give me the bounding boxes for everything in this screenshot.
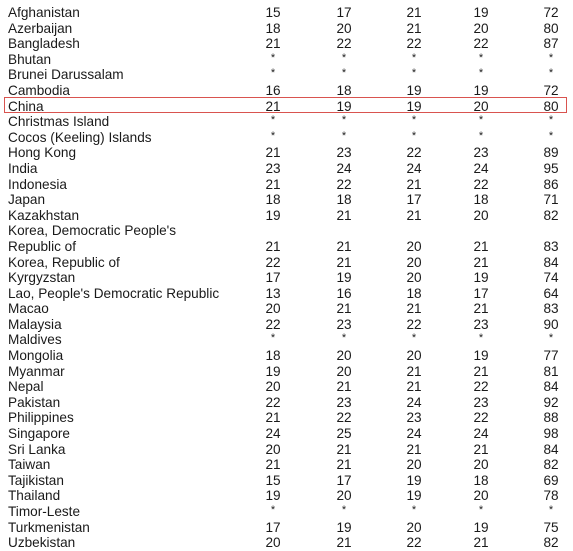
score-cell: * (548, 129, 554, 142)
table-row (0, 192, 573, 208)
score-cell: 17 (336, 5, 352, 20)
score-cell: * (478, 504, 484, 516)
score-cell: 23 (265, 160, 281, 176)
score-cell: 23 (473, 394, 489, 410)
score-cell: 16 (265, 82, 281, 98)
table-row (0, 270, 573, 286)
score-cell: 20 (265, 379, 281, 395)
country-score-table (0, 5, 573, 551)
score-cell: 20 (406, 254, 422, 270)
score-cell: 24 (406, 426, 422, 442)
country-name: Bhutan (8, 51, 52, 67)
score-cell: * (548, 332, 554, 345)
country-name: Myanmar (8, 363, 65, 379)
score-cell: * (341, 129, 347, 142)
score-cell: 90 (543, 316, 559, 332)
score-cell: 20 (336, 20, 352, 36)
score-cell: 19 (265, 488, 281, 504)
country-name: Kazakhstan (8, 207, 80, 223)
score-cell: 23 (406, 410, 422, 426)
score-cell: * (478, 51, 484, 64)
score-cell: 84 (543, 441, 559, 457)
score-cell: 20 (265, 535, 281, 551)
score-cell: * (411, 67, 417, 80)
table-row (0, 255, 573, 271)
score-cell: 22 (265, 254, 281, 270)
table-row (0, 67, 573, 83)
score-cell: 84 (543, 254, 559, 270)
score-cell: 19 (473, 348, 489, 364)
score-cell: 18 (336, 192, 352, 208)
score-cell: 21 (406, 176, 422, 192)
score-cell: 21 (473, 535, 489, 551)
table-row (0, 52, 573, 68)
country-name: Kyrgyzstan (8, 270, 76, 286)
score-cell: 81 (543, 363, 559, 379)
score-cell: 18 (265, 192, 281, 208)
score-cell: 17 (406, 192, 422, 208)
score-cell: 21 (473, 363, 489, 379)
score-cell: 20 (473, 488, 489, 504)
score-cell: 20 (265, 301, 281, 317)
score-cell: 20 (406, 457, 422, 473)
score-cell: 89 (543, 145, 559, 161)
country-name: Thailand (8, 488, 61, 504)
score-cell: 72 (543, 5, 559, 20)
country-name: Pakistan (8, 394, 61, 410)
country-name: Japan (8, 192, 46, 208)
score-cell: 83 (543, 301, 559, 317)
country-name: Uzbekistan (8, 535, 76, 551)
score-cell: 24 (336, 160, 352, 176)
score-cell: 17 (265, 519, 281, 535)
score-cell: 23 (473, 316, 489, 332)
score-cell: * (478, 67, 484, 80)
score-cell: 21 (336, 535, 352, 551)
table-row (0, 161, 573, 177)
score-cell: 20 (336, 488, 352, 504)
score-cell: 16 (336, 285, 352, 301)
country-name: Mongolia (8, 348, 64, 364)
score-cell: 20 (473, 207, 489, 223)
score-cell: 20 (473, 20, 489, 36)
score-cell: 83 (543, 238, 559, 254)
score-cell: * (548, 67, 554, 80)
country-name: Hong Kong (8, 145, 77, 161)
score-cell: 82 (543, 457, 559, 473)
table-row (0, 145, 573, 161)
score-cell: 82 (543, 207, 559, 223)
score-cell: * (478, 114, 484, 127)
score-cell: 20 (473, 457, 489, 473)
table-row (0, 410, 573, 426)
score-cell: 21 (473, 254, 489, 270)
score-cell: * (548, 51, 554, 64)
score-cell: 19 (473, 5, 489, 20)
score-cell: * (341, 504, 347, 516)
score-cell: 20 (406, 519, 422, 535)
table-row (0, 488, 573, 504)
score-cell: 20 (336, 363, 352, 379)
score-cell: 88 (543, 410, 559, 426)
score-cell: 22 (336, 176, 352, 192)
score-cell: 84 (543, 379, 559, 395)
country-name: Taiwan (8, 457, 51, 473)
score-cell: 21 (336, 207, 352, 223)
score-cell: 21 (265, 410, 281, 426)
score-cell: 19 (406, 98, 422, 114)
score-cell: 24 (265, 426, 281, 442)
score-cell: 21 (265, 238, 281, 254)
table-row (0, 208, 573, 224)
score-cell: * (270, 51, 276, 64)
table-row (0, 426, 573, 442)
score-cell: 19 (336, 270, 352, 286)
score-cell: 72 (543, 82, 559, 98)
score-cell: 92 (543, 394, 559, 410)
score-cell: 19 (265, 207, 281, 223)
score-cell: 21 (265, 36, 281, 52)
score-cell: 21 (406, 207, 422, 223)
score-cell: 80 (543, 20, 559, 36)
country-name: Philippines (8, 410, 74, 426)
score-cell: 17 (336, 472, 352, 488)
table-row (0, 130, 573, 146)
table-row (0, 83, 573, 99)
score-cell: 74 (543, 270, 559, 286)
country-name: Timor-Leste (8, 504, 81, 519)
score-cell: 13 (265, 285, 281, 301)
score-cell: 19 (473, 82, 489, 98)
country-name: Maldives (8, 332, 62, 348)
country-name: Azerbaijan (8, 20, 73, 36)
score-cell: 21 (336, 254, 352, 270)
score-cell: 20 (473, 98, 489, 114)
score-cell: 80 (543, 98, 559, 114)
score-cell: * (411, 129, 417, 142)
score-cell: 22 (336, 36, 352, 52)
score-cell: * (270, 504, 276, 516)
score-cell: 15 (265, 472, 281, 488)
country-name: Brunei Darussalam (8, 67, 124, 83)
score-cell: 78 (543, 488, 559, 504)
score-cell: 17 (265, 270, 281, 286)
score-cell: 95 (543, 160, 559, 176)
country-name: Afghanistan (8, 5, 80, 20)
score-cell: 21 (473, 238, 489, 254)
score-cell: * (270, 332, 276, 345)
country-name: India (8, 160, 38, 176)
score-cell: * (411, 114, 417, 127)
score-cell: 21 (265, 145, 281, 161)
country-name: Bangladesh (8, 36, 80, 52)
table-row (0, 239, 573, 255)
table-row (0, 223, 573, 239)
country-name: Malaysia (8, 316, 62, 332)
score-cell: 21 (265, 457, 281, 473)
score-cell: * (270, 114, 276, 127)
score-cell: 24 (406, 160, 422, 176)
score-cell: 19 (406, 488, 422, 504)
score-cell: * (548, 504, 554, 516)
score-cell: 23 (336, 394, 352, 410)
table-row (0, 21, 573, 37)
score-cell: 18 (473, 472, 489, 488)
table-row (0, 379, 573, 395)
score-cell: 25 (336, 426, 352, 442)
score-cell: 21 (265, 176, 281, 192)
country-name: Christmas Island (8, 114, 110, 130)
score-cell: 69 (543, 472, 559, 488)
score-cell: 20 (336, 348, 352, 364)
table-row (0, 301, 573, 317)
score-cell: * (411, 51, 417, 64)
score-cell: 18 (336, 82, 352, 98)
score-cell: * (341, 67, 347, 80)
table-row (0, 520, 573, 536)
score-cell: 20 (265, 441, 281, 457)
score-cell: 22 (406, 145, 422, 161)
score-cell: 21 (336, 301, 352, 317)
score-cell: 64 (543, 285, 559, 301)
table-row (0, 99, 573, 115)
table-row (0, 177, 573, 193)
country-name: Nepal (8, 379, 44, 395)
country-name: Macao (8, 301, 49, 317)
table-row (0, 473, 573, 489)
score-cell: 21 (265, 98, 281, 114)
score-cell: 82 (543, 535, 559, 551)
score-cell: 20 (406, 270, 422, 286)
score-cell: 21 (406, 5, 422, 20)
table-row (0, 364, 573, 380)
score-cell: 21 (406, 363, 422, 379)
score-cell: 22 (473, 36, 489, 52)
score-cell: 23 (336, 316, 352, 332)
score-cell: 21 (406, 379, 422, 395)
score-cell: 20 (406, 348, 422, 364)
score-cell: 19 (473, 519, 489, 535)
score-cell: 19 (265, 363, 281, 379)
country-name: Republic of (8, 238, 77, 254)
score-cell: 21 (406, 301, 422, 317)
country-name: Sri Lanka (8, 441, 66, 457)
country-name: Korea, Republic of (8, 254, 120, 270)
score-cell: 21 (336, 457, 352, 473)
table-row (0, 442, 573, 458)
score-cell: 21 (473, 441, 489, 457)
score-cell: 20 (406, 238, 422, 254)
score-cell: * (270, 129, 276, 142)
score-cell: 21 (336, 441, 352, 457)
score-cell: 19 (336, 98, 352, 114)
score-cell: 22 (406, 316, 422, 332)
table-row (0, 36, 573, 52)
score-cell: 21 (336, 379, 352, 395)
score-cell: * (341, 332, 347, 345)
country-name: Cambodia (8, 82, 70, 98)
score-cell: * (478, 129, 484, 142)
score-cell: 22 (406, 36, 422, 52)
score-cell: 19 (406, 472, 422, 488)
score-cell: 15 (265, 5, 281, 20)
score-cell: * (411, 504, 417, 516)
score-cell: 18 (265, 20, 281, 36)
score-cell: 21 (473, 301, 489, 317)
score-cell: 18 (406, 285, 422, 301)
country-name: Korea, Democratic People's (8, 223, 177, 239)
score-cell: 17 (473, 285, 489, 301)
country-name: Tajikistan (8, 472, 64, 488)
country-name: Singapore (8, 426, 70, 442)
score-cell: 98 (543, 426, 559, 442)
table-row (0, 5, 573, 21)
country-name: Cocos (Keeling) Islands (8, 129, 152, 145)
score-cell: 22 (265, 316, 281, 332)
score-cell: 24 (473, 426, 489, 442)
score-cell: 22 (473, 410, 489, 426)
score-cell: 22 (336, 410, 352, 426)
score-cell: 86 (543, 176, 559, 192)
score-cell: 18 (473, 192, 489, 208)
score-cell: 19 (406, 82, 422, 98)
score-cell: * (478, 332, 484, 345)
score-cell: * (411, 332, 417, 345)
score-cell: 22 (473, 176, 489, 192)
score-cell: 75 (543, 519, 559, 535)
table-row (0, 348, 573, 364)
score-cell: 19 (336, 519, 352, 535)
score-cell: 22 (406, 535, 422, 551)
country-name: Turkmenistan (8, 519, 90, 535)
score-cell: 21 (406, 441, 422, 457)
score-cell: 23 (473, 145, 489, 161)
score-cell: * (270, 67, 276, 80)
score-cell: 21 (336, 238, 352, 254)
score-cell: 18 (265, 348, 281, 364)
table-row (0, 535, 573, 551)
score-cell: 71 (543, 192, 559, 208)
score-cell: * (341, 114, 347, 127)
table-row (0, 286, 573, 302)
score-cell: 23 (336, 145, 352, 161)
table-row (0, 457, 573, 473)
table-row (0, 504, 573, 520)
country-name: Lao, People's Democratic Republic (8, 285, 220, 301)
score-cell: 21 (406, 20, 422, 36)
country-name: Indonesia (8, 176, 67, 192)
score-cell: 77 (543, 348, 559, 364)
table-row (0, 395, 573, 411)
score-cell: 19 (473, 270, 489, 286)
score-cell: 22 (265, 394, 281, 410)
score-cell: * (548, 114, 554, 127)
table-row (0, 317, 573, 333)
score-cell: 22 (473, 379, 489, 395)
table-row (0, 114, 573, 130)
score-cell: * (341, 51, 347, 64)
score-cell: 24 (406, 394, 422, 410)
country-name: China (8, 98, 44, 114)
score-cell: 87 (543, 36, 559, 52)
score-cell: 24 (473, 160, 489, 176)
table-row (0, 332, 573, 348)
